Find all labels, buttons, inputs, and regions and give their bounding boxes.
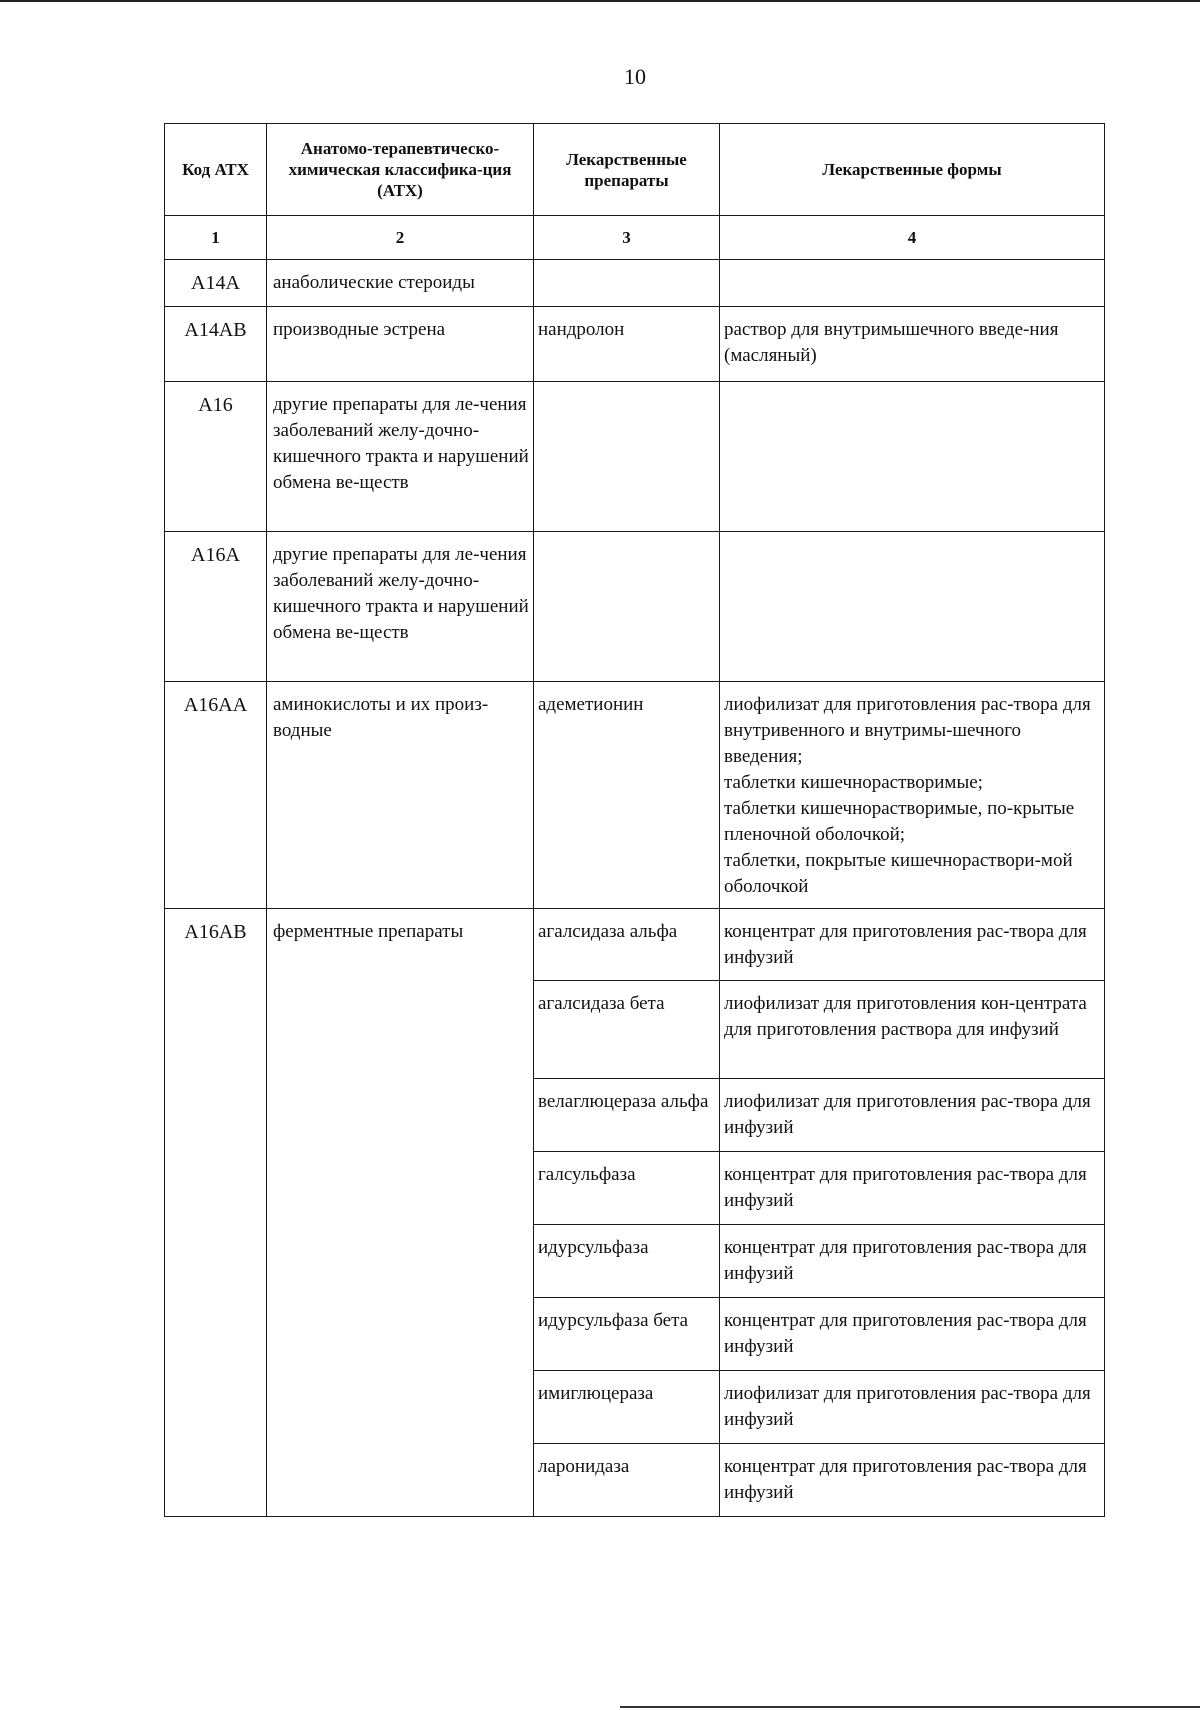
column-number-row [165,216,1105,260]
page-number: 10 [624,64,646,89]
column-number: 3 [534,216,720,260]
table-row [165,382,1105,532]
atx-code: A16 [165,382,267,532]
atx-code: A16AB [165,909,267,1517]
classification: ферментные препараты [267,909,534,1517]
atx-code: A14A [165,260,267,307]
classification: аминокислоты и их произ-водные [267,682,534,909]
form: концентрат для приготовления рас-твора для инфузий [720,1298,1105,1371]
table-row [165,909,1105,981]
table-row [165,532,1105,682]
form [720,260,1105,307]
drug: агалсидаза бета [534,981,720,1079]
drug: ларонидаза [534,1444,720,1517]
form: раствор для внутримышечного введе-ния (масляный) [720,307,1105,382]
form: концентрат для приготовления рас-твора для инфузий [720,1444,1105,1517]
scan-edge-bottom [620,1706,1200,1708]
drug: велаглюцераза альфа [534,1079,720,1152]
drug [534,260,720,307]
column-number: 4 [720,216,1105,260]
drug: нандролон [534,307,720,382]
form: лиофилизат для приготовления рас-твора для внутривенного и внутримы-шечного введения; таблетки кишечнорастворимые; таблетки кишечнорастворимые, по-крытые пленочной оболочкой; таблетки, покрытые кишечнораствори-мой оболочкой [720,682,1105,909]
drug: идурсульфаза [534,1225,720,1298]
drug: идурсульфаза бета [534,1298,720,1371]
form [720,382,1105,532]
classification: другие препараты для ле-чения заболеваний желу-дочно-кишечного тракта и нарушений обмена ве-ществ [267,382,534,532]
classification: анаболические стероиды [267,260,534,307]
atx-code: A14AB [165,307,267,382]
atx-code: A16A [165,532,267,682]
form: концентрат для приготовления рас-твора для инфузий [720,1225,1105,1298]
form: концентрат для приготовления рас-твора для инфузий [720,1152,1105,1225]
classification: производные эстрена [267,307,534,382]
form: концентрат для приготовления рас-твора для инфузий [720,909,1105,981]
drug: галсульфаза [534,1152,720,1225]
form: лиофилизат для приготовления рас-твора для инфузий [720,1079,1105,1152]
column-number: 1 [165,216,267,260]
drug: адеметионин [534,682,720,909]
table-row [165,307,1105,382]
form: лиофилизат для приготовления рас-твора для инфузий [720,1371,1105,1444]
header-classification: Анатомо-терапевтическо-химическая классифика-ция (АТХ) [267,124,534,216]
column-number: 2 [267,216,534,260]
header-code: Код АТХ [165,124,267,216]
header-row [165,124,1105,216]
scan-edge-top [0,0,1200,2]
drug [534,532,720,682]
drug [534,382,720,532]
form [720,532,1105,682]
header-forms: Лекарственные формы [720,124,1105,216]
atx-table [164,123,1105,1517]
atx-code: A16AA [165,682,267,909]
header-drugs: Лекарственные препараты [534,124,720,216]
drug: агалсидаза альфа [534,909,720,981]
table-row [165,682,1105,909]
classification: другие препараты для ле-чения заболеваний желу-дочно-кишечного тракта и нарушений обмена ве-ществ [267,532,534,682]
form: лиофилизат для приготовления кон-центрата для приготовления раствора для инфузий [720,981,1105,1079]
drug: имиглюцераза [534,1371,720,1444]
table-row [165,260,1105,307]
